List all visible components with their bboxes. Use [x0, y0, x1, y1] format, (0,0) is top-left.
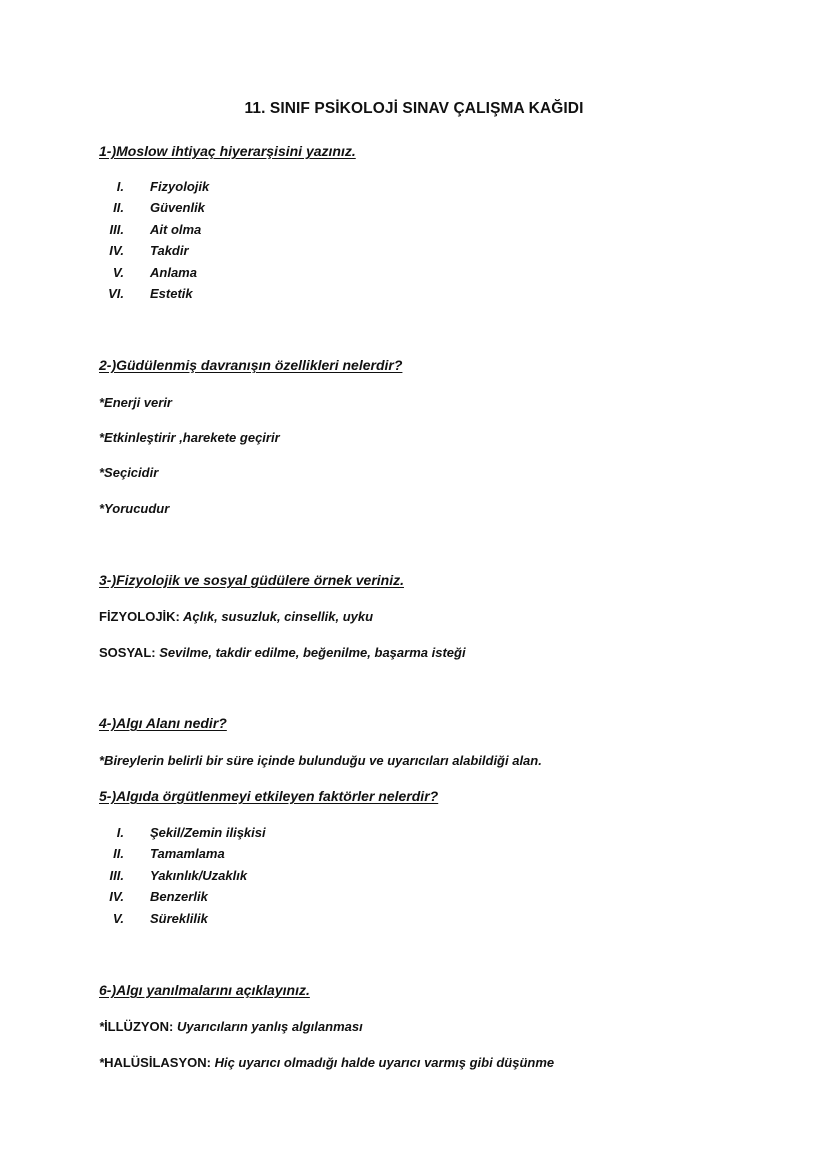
answer-physiological — [99, 609, 373, 624]
answer-label: SOSYAL: — [99, 645, 156, 660]
answer-hallucination — [99, 1055, 554, 1070]
list-item-number: IV. — [109, 243, 124, 258]
question-4: 4-)Algı Alanı nedir? — [99, 715, 227, 731]
answer-label: FİZYOLOJİK: — [99, 609, 180, 624]
question-6: 6-)Algı yanılmalarını açıklayınız. — [99, 982, 310, 998]
question-1: 1-)Moslow ihtiyaç hiyerarşisini yazınız. — [99, 143, 356, 159]
list-item-number: II. — [113, 846, 124, 861]
list-item-text: Estetik — [150, 286, 193, 301]
list-item-text: Takdir — [150, 243, 189, 258]
answer-social — [99, 645, 466, 660]
answer-text: Hiç uyarıcı olmadığı halde uyarıcı varmış gibi düşünme — [210, 1055, 555, 1070]
answer-line: *Yorucudur — [99, 501, 170, 516]
list-item-text: Fizyolojik — [150, 179, 210, 194]
list-item-number: III. — [109, 868, 124, 883]
answer-label: HALÜSİLASYON: — [104, 1055, 211, 1070]
question-3: 3-)Fizyolojik ve sosyal güdülere örnek veriniz. — [99, 572, 404, 588]
list-item-text: Güvenlik — [150, 200, 205, 215]
list-item-text: Anlama — [150, 265, 197, 280]
answer-label: İLLÜZYON: — [104, 1019, 174, 1034]
answer-star: * — [99, 1019, 105, 1034]
list-item-number: V. — [112, 265, 124, 280]
answer-text: Açlık, susuzluk, cinsellik, uyku — [179, 609, 374, 624]
list-item-number: VI. — [108, 286, 124, 301]
list-item-number: V. — [112, 911, 124, 926]
answer-text: Uyarıcıların yanlış algılanması — [173, 1019, 363, 1034]
question-2: 2-)Güdülenmiş davranışın özellikleri nelerdir? — [99, 357, 403, 373]
list-item-text: Tamamlama — [150, 846, 225, 861]
answer-star: * — [99, 1055, 105, 1070]
answer-line: *Seçicidir — [99, 465, 159, 480]
answer-line: *Enerji verir — [99, 395, 172, 410]
list-item-text: Yakınlık/Uzaklık — [150, 868, 248, 883]
list-item-number: III. — [109, 222, 124, 237]
list-item-text: Süreklilik — [150, 911, 208, 926]
list-item-number: IV. — [109, 889, 124, 904]
answer-illusion — [99, 1019, 363, 1034]
answer-line: *Etkinleştirir ,harekete geçirir — [99, 430, 280, 445]
question-5: 5-)Algıda örgütlenmeyi etkileyen faktörler nelerdir? — [99, 788, 439, 804]
answer-line: *Bireylerin belirli bir süre içinde bulunduğu ve uyarıcıları alabildiği alan. — [99, 753, 542, 768]
list-item-text: Benzerlik — [150, 889, 208, 904]
answer-text: Sevilme, takdir edilme, beğenilme, başarma isteği — [155, 645, 466, 660]
list-item-number: I. — [116, 825, 124, 840]
page-title: 11. SINIF PSİKOLOJİ SINAV ÇALIŞMA KAĞIDI — [244, 100, 584, 117]
list-item-number: I. — [116, 179, 124, 194]
list-item-number: II. — [113, 200, 124, 215]
list-item-text: Ait olma — [150, 222, 202, 237]
list-item-text: Şekil/Zemin ilişkisi — [150, 825, 266, 840]
